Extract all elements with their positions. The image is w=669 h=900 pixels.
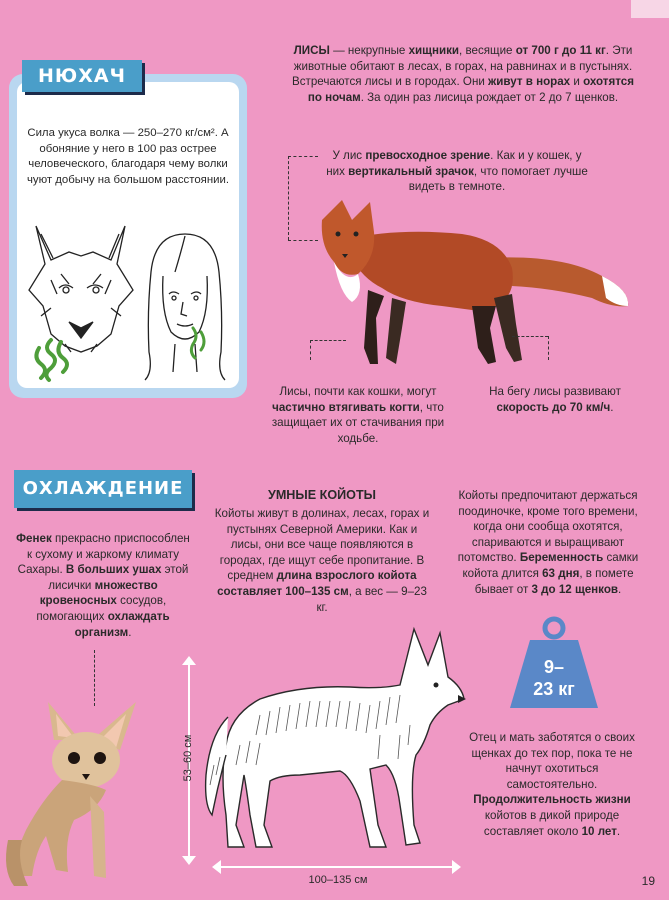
weight-label: 9– 23 кг — [533, 657, 575, 699]
coyotes-solitary-text: Койоты предпочитают держаться поодиночке, кроме того времени, когда они сообща охотятся, спариваются и выращивают потомство. Беременность самки койота длится 63 дня, в помете бывает от 3 до 12 щенков. — [457, 489, 639, 596]
woman-sketch-illustration — [135, 232, 235, 382]
fox-speed-text: На бегу лисы развивают скорость до 70 км/ч. — [489, 385, 621, 414]
fennec-text: Фенек прекрасно приспособлен к сухому и жаркому климату Сахары. В больших ушах этой лисички множество кровеносных сосудов, помогающих охлаждать организм. — [16, 532, 190, 639]
length-arrow-left-icon — [212, 860, 221, 874]
fox-vision-text: У лис превосходное зрение. Как и у кошек, у них вертикальный зрачок, что помогает лучше видеть в темноте. — [326, 149, 588, 194]
speed-leader-line-top — [512, 336, 548, 337]
coyotes-title: УМНЫЕ КОЙОТЫ — [267, 488, 376, 502]
nyuhach-title: НЮХАЧ — [22, 60, 142, 92]
height-arrow-up-icon — [182, 656, 196, 665]
nyuhach-card-body — [17, 82, 239, 388]
nyuhach-text: Сила укуса волка — 250–270 кг/см². А обоняние у него в 100 раз острее человеческого, благодаря чему волки чуют добычу на большом расстоянии. — [26, 127, 230, 186]
speed-leader-line — [548, 336, 549, 360]
length-label: 100–135 см — [308, 874, 368, 886]
height-label: 53–60 см — [182, 734, 194, 782]
fennec-fox-illustration — [2, 700, 152, 888]
length-dimension-line — [218, 866, 456, 868]
fox-intro-text: ЛИСЫ — некрупные хищники, весящие от 700 г до 11 кг. Эти животные обитают в лесах, в горах, на равнинах и в пустынях. Встречаются лисы и в городах. Они живут в норах и охотятся по ночам. За один раз лисица рождает от 2 до 7 щенков. — [291, 44, 634, 104]
cooling-title: ОХЛАЖДЕНИЕ — [14, 470, 192, 508]
coyote-sketch-illustration — [200, 625, 470, 857]
vision-leader-line-vertical — [288, 156, 289, 240]
claws-leader-line-top — [310, 340, 346, 341]
fennec-leader-line — [94, 650, 95, 706]
corner-strip — [631, 0, 669, 18]
length-arrow-right-icon — [452, 860, 461, 874]
coyotes-text: Койоты живут в долинах, лесах, горах и пустынях Северной Америки. Как и лисы, они все чаще появляются в городах, где ищут себе пропитание. В среднем длина взрослого койота составляет 100–135 см, а вес — 9–23 кг. — [214, 507, 430, 614]
red-fox-illustration — [312, 198, 634, 368]
fox-claws-text: Лисы, почти как кошки, могут частично втягивать когти, что защищает их от стачивания при ходьбе. — [271, 385, 445, 445]
coyotes-parents-text: Отец и мать заботятся о своих щенках до тех пор, пока те не начнут охотиться самостоятельно. Продолжительность жизни койотов в дикой природе составляет около 10 лет. — [469, 731, 635, 838]
claws-leader-line — [310, 340, 311, 360]
wolf-sketch-illustration — [21, 224, 139, 384]
nyuhach-card — [9, 74, 247, 398]
page-number: 19 — [641, 874, 655, 888]
vision-leader-line — [288, 156, 318, 157]
height-arrow-down-icon — [182, 856, 196, 865]
